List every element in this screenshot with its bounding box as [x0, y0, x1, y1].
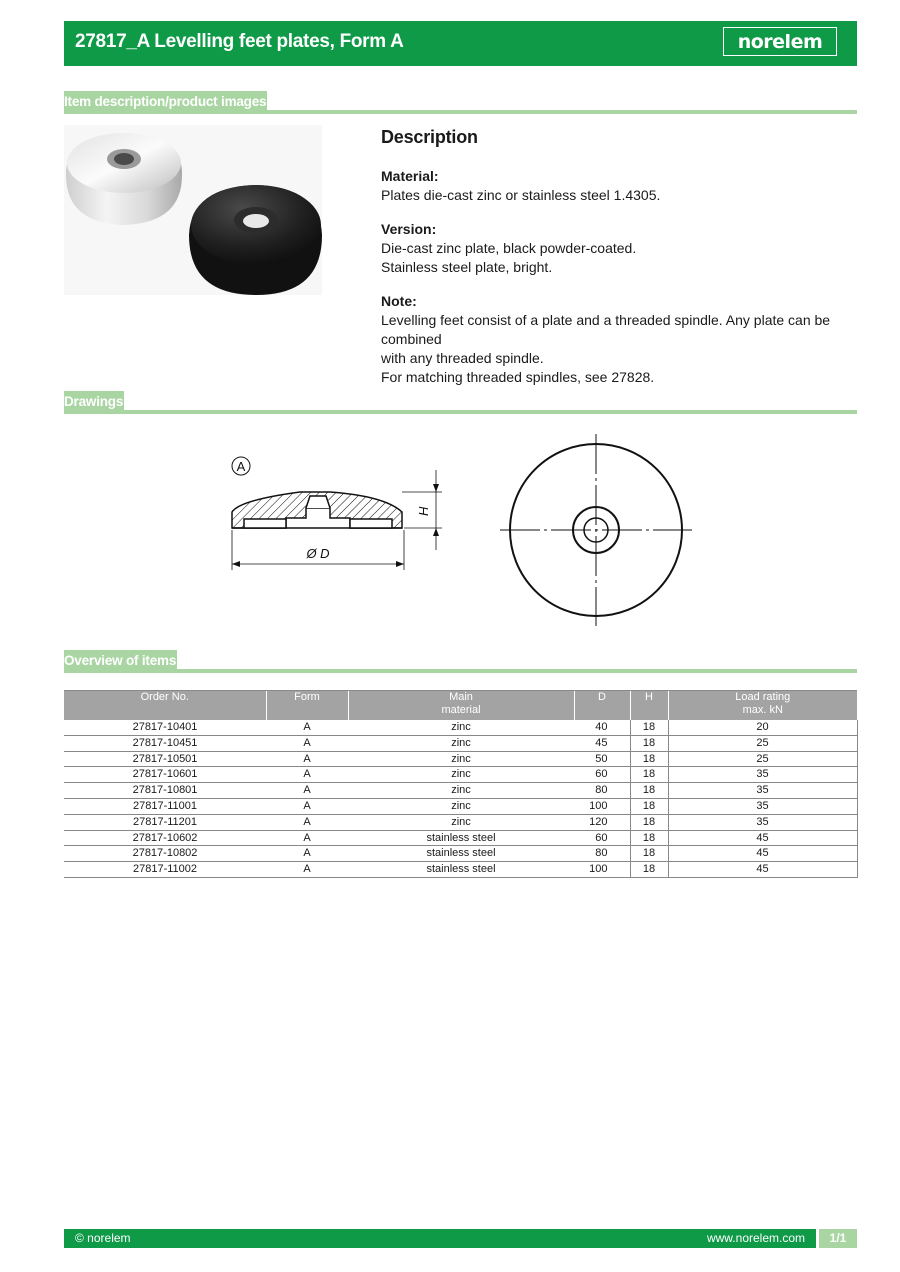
table-cell: 27817-10401 [64, 720, 266, 735]
table-cell: A [266, 720, 348, 735]
table-cell: 60 [574, 830, 630, 846]
height-label: H [416, 506, 431, 516]
column-header: H [630, 691, 668, 721]
logo-text: norelem [737, 30, 823, 53]
table-cell: 80 [574, 783, 630, 799]
column-header: Order No. [64, 691, 266, 721]
table-row [64, 830, 857, 846]
table-cell: 80 [574, 846, 630, 862]
description-heading: Description [381, 127, 478, 147]
table-body [64, 720, 857, 877]
column-header: Form [266, 691, 348, 721]
table-cell: stainless steel [348, 846, 574, 862]
table-cell: 35 [668, 798, 857, 814]
table-cell: 18 [630, 814, 668, 830]
table-cell: 27817-10601 [64, 767, 266, 783]
table-cell: 25 [668, 735, 857, 751]
page-footer [64, 1229, 857, 1248]
table-row [64, 798, 857, 814]
table-row [64, 720, 857, 735]
section-item-description [64, 91, 857, 115]
table-cell: 27817-11001 [64, 798, 266, 814]
table-row [64, 767, 857, 783]
stainless-plate-icon [66, 133, 182, 225]
table-cell: 100 [574, 862, 630, 878]
version-heading: Version: [381, 221, 437, 237]
website-link[interactable]: www.norelem.com [706, 1231, 805, 1245]
table-cell: 18 [630, 767, 668, 783]
table-cell: 45 [668, 862, 857, 878]
header-line: Load rating [735, 691, 791, 703]
table-cell: 45 [574, 735, 630, 751]
table-cell: 18 [630, 720, 668, 735]
table-cell: A [266, 783, 348, 799]
note-line: For matching threaded spindles, see 27828. [381, 369, 655, 385]
section-drawings [64, 391, 857, 415]
section-title: Overview of items [64, 650, 177, 672]
table-row [64, 846, 857, 862]
table-cell: 18 [630, 846, 668, 862]
table-cell: 45 [668, 846, 857, 862]
section-rule [64, 669, 857, 673]
version-line: Stainless steel plate, bright. [381, 259, 553, 275]
table-cell: 35 [668, 814, 857, 830]
table-cell: 100 [574, 798, 630, 814]
table-cell: 20 [668, 720, 857, 735]
table-cell: 27817-10802 [64, 846, 266, 862]
table-cell: 18 [630, 751, 668, 767]
table-cell: 40 [574, 720, 630, 735]
description-block [381, 128, 857, 402]
table-cell: 18 [630, 783, 668, 799]
table-row [64, 862, 857, 878]
header-line: Main [449, 691, 473, 703]
top-view [500, 434, 692, 626]
section-title: Item description/product images [64, 91, 267, 113]
note-line: Levelling feet consist of a plate and a threaded spindle. Any plate can be combined [381, 312, 831, 347]
table-cell: A [266, 735, 348, 751]
items-table [64, 690, 858, 878]
table-cell: zinc [348, 751, 574, 767]
material-heading: Material: [381, 168, 439, 184]
table-row [64, 814, 857, 830]
table-cell: 27817-10602 [64, 830, 266, 846]
form-label: A [236, 459, 246, 474]
table-cell: stainless steel [348, 862, 574, 878]
material-block [381, 167, 857, 205]
section-overview [64, 650, 857, 674]
section-title: Drawings [64, 391, 124, 413]
table-cell: A [266, 862, 348, 878]
table-cell: A [266, 814, 348, 830]
table-cell: zinc [348, 798, 574, 814]
table-cell: 120 [574, 814, 630, 830]
copyright: © norelem [75, 1231, 131, 1245]
table-cell: A [266, 846, 348, 862]
table-cell: A [266, 798, 348, 814]
black-plate-icon [189, 185, 322, 295]
table-row [64, 783, 857, 799]
product-image [64, 125, 322, 295]
page-header [64, 21, 857, 66]
page-number: 1/1 [816, 1229, 857, 1248]
version-block [381, 220, 857, 277]
table-cell: zinc [348, 783, 574, 799]
table-cell: 18 [630, 798, 668, 814]
table-cell: A [266, 830, 348, 846]
table-cell: 27817-10801 [64, 783, 266, 799]
page-title: 27817_A Levelling feet plates, Form A [75, 31, 404, 52]
table-cell: 50 [574, 751, 630, 767]
table-cell: A [266, 751, 348, 767]
norelem-logo [723, 27, 837, 56]
column-header [668, 691, 857, 721]
section-rule [64, 110, 857, 114]
note-heading: Note: [381, 293, 417, 309]
table-cell: 35 [668, 767, 857, 783]
table-cell: 60 [574, 767, 630, 783]
table-cell: 18 [630, 862, 668, 878]
table-cell: 18 [630, 830, 668, 846]
table-cell: zinc [348, 814, 574, 830]
note-block [381, 292, 857, 387]
table-row [64, 751, 857, 767]
side-section-view [232, 457, 442, 570]
table-cell: zinc [348, 720, 574, 735]
section-rule [64, 410, 857, 414]
table-cell: 45 [668, 830, 857, 846]
diameter-label: Ø D [306, 546, 330, 561]
column-header [348, 691, 574, 721]
version-line: Die-cast zinc plate, black powder-coated. [381, 240, 637, 256]
table-cell: stainless steel [348, 830, 574, 846]
table-cell: A [266, 767, 348, 783]
table-cell: 27817-11002 [64, 862, 266, 878]
table-cell: 35 [668, 783, 857, 799]
table-cell: zinc [348, 767, 574, 783]
table-cell: zinc [348, 735, 574, 751]
note-line: with any threaded spindle. [381, 350, 544, 366]
table-cell: 27817-10451 [64, 735, 266, 751]
table-row [64, 735, 857, 751]
table-cell: 27817-10501 [64, 751, 266, 767]
table-header-row [64, 691, 857, 721]
table-cell: 27817-11201 [64, 814, 266, 830]
technical-drawing [220, 430, 700, 630]
table-cell: 25 [668, 751, 857, 767]
material-text: Plates die-cast zinc or stainless steel 1.4305. [381, 187, 661, 203]
header-line: max. kN [742, 704, 783, 716]
header-line: material [441, 704, 481, 716]
column-header: D [574, 691, 630, 721]
table-cell: 18 [630, 735, 668, 751]
